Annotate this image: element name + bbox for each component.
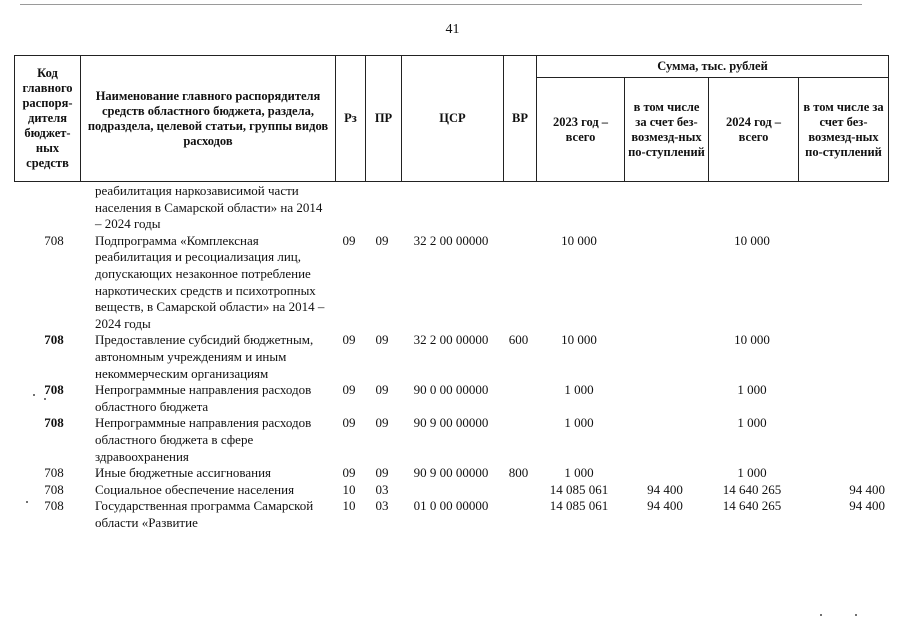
header-2023-total: 2023 год – всего — [537, 78, 625, 182]
cell-rz: 09 — [342, 232, 356, 248]
cell-vr — [502, 233, 535, 333]
table-row — [14, 465, 888, 482]
header-2024-total: 2024 год – всего — [709, 78, 799, 182]
cell-2023-total: 10 000 — [561, 332, 597, 348]
cell-2023-total — [535, 183, 623, 233]
header-sum: Сумма, тыс. рублей — [537, 56, 889, 78]
header-csr: ЦСР — [402, 56, 504, 182]
table-row — [14, 332, 888, 382]
top-rule — [20, 4, 862, 5]
header-2023-free: в том числе за счет без-возмезд-ных по-ступлений — [625, 78, 709, 182]
cell-vr — [502, 382, 535, 415]
cell-2023-total: 1 000 — [564, 415, 594, 431]
cell-pr: 03 — [375, 498, 389, 514]
table-row — [14, 382, 888, 415]
cell-2023-total: 1 000 — [564, 382, 594, 398]
scan-speck — [855, 614, 857, 616]
cell-code: 708 — [44, 232, 64, 248]
cell-2023-free: 94 400 — [647, 498, 683, 514]
cell-2024-total: 14 640 265 — [722, 498, 782, 514]
cell-vr — [502, 183, 535, 233]
cell-vr: 600 — [508, 332, 529, 348]
cell-rz — [334, 183, 364, 233]
table-row — [14, 482, 888, 499]
cell-csr: 01 0 00 00000 — [413, 498, 489, 514]
cell-pr: 09 — [375, 332, 389, 348]
cell-vr — [502, 482, 535, 499]
cell-pr: 09 — [375, 382, 389, 398]
cell-csr: 90 0 00 00000 — [413, 382, 489, 398]
cell-name: Государственная программа Самарской области «Развитие — [95, 498, 314, 530]
scan-speck — [26, 501, 28, 503]
cell-2023-free — [623, 233, 707, 333]
cell-2023-total: 14 085 061 — [549, 498, 609, 514]
cell-rz: 09 — [342, 382, 356, 398]
cell-pr: 09 — [375, 415, 389, 431]
cell-2024-free — [797, 382, 888, 415]
cell-csr — [400, 183, 502, 233]
cell-2023-free: 94 400 — [647, 481, 683, 497]
table-row — [14, 498, 888, 531]
cell-name: Непрограммные направления расходов областного бюджета — [95, 382, 312, 414]
header-2024-free: в том числе за счет без-возмезд-ных по-ступлений — [799, 78, 889, 182]
cell-pr: 09 — [375, 232, 389, 248]
cell-2024-free — [797, 415, 888, 465]
cell-2024-total: 1 000 — [737, 465, 767, 481]
cell-pr — [364, 183, 400, 233]
cell-rz: 10 — [342, 498, 356, 514]
cell-2023-free — [623, 183, 707, 233]
cell-csr: 32 2 00 00000 — [413, 332, 489, 348]
cell-2024-free: 94 400 — [849, 481, 885, 497]
cell-name: Иные бюджетные ассигнования — [95, 465, 272, 481]
table-row — [14, 233, 888, 333]
cell-2024-free: 94 400 — [849, 498, 885, 514]
table-row — [14, 183, 888, 233]
cell-2024-free — [797, 233, 888, 333]
cell-2024-free — [797, 332, 888, 382]
cell-name: Социальное обеспечение населения — [95, 481, 295, 497]
header-vr: ВР — [504, 56, 537, 182]
cell-csr: 32 2 00 00000 — [413, 232, 489, 248]
cell-vr — [502, 415, 535, 465]
cell-csr: 90 9 00 00000 — [413, 415, 489, 431]
cell-name: Предоставление субсидий бюджетным, автономным учреждениям и иным некоммерческим организациям — [95, 332, 314, 381]
cell-2023-total: 10 000 — [561, 232, 597, 248]
cell-2024-total — [707, 183, 797, 233]
cell-code: 708 — [44, 332, 64, 348]
cell-code: 708 — [44, 465, 64, 481]
cell-rz: 10 — [342, 481, 356, 497]
cell-code: 708 — [44, 481, 64, 497]
cell-code — [14, 183, 94, 233]
table-header — [14, 55, 889, 182]
cell-csr: 90 9 00 00000 — [413, 465, 489, 481]
cell-2024-free — [797, 183, 888, 233]
cell-2024-free — [797, 465, 888, 482]
header-pr: ПР — [366, 56, 402, 182]
cell-pr: 03 — [375, 481, 389, 497]
cell-2023-total: 1 000 — [564, 465, 594, 481]
cell-2023-total: 14 085 061 — [549, 481, 609, 497]
page-number: 41 — [445, 22, 460, 37]
cell-code: 708 — [44, 382, 64, 398]
cell-code: 708 — [44, 415, 64, 431]
cell-2024-total: 1 000 — [737, 382, 767, 398]
cell-2023-free — [623, 415, 707, 465]
cell-csr — [400, 482, 502, 499]
cell-vr: 800 — [508, 465, 529, 481]
scan-speck — [33, 394, 35, 396]
table-body — [14, 183, 888, 531]
cell-2024-total: 1 000 — [737, 415, 767, 431]
cell-rz: 09 — [342, 415, 356, 431]
cell-2023-free — [623, 332, 707, 382]
scan-speck — [44, 398, 46, 400]
cell-pr: 09 — [375, 465, 389, 481]
header-rz: Рз — [336, 56, 366, 182]
cell-name: Подпрограмма «Комплексная реабилитация и ресоциализация лиц, допускающих незаконное потребление наркотических средств и психотропных веществ, в Самарской области» на 2014 – 2024 годы — [95, 232, 325, 331]
header-code: Код главного распоря-дителя бюджет-ных средств — [15, 56, 81, 182]
table-row — [14, 415, 888, 465]
cell-2024-total: 10 000 — [734, 232, 770, 248]
cell-rz: 09 — [342, 465, 356, 481]
header-name: Наименование главного распорядителя средств областного бюджета, раздела, подраздела, целевой статьи, группы видов расходов — [81, 56, 336, 182]
scan-speck — [820, 614, 822, 616]
cell-vr — [502, 498, 535, 531]
cell-2023-free — [623, 465, 707, 482]
cell-rz: 09 — [342, 332, 356, 348]
cell-2023-free — [623, 382, 707, 415]
cell-2024-total: 14 640 265 — [722, 481, 782, 497]
cell-name: Непрограммные направления расходов областного бюджета в сфере здравоохранения — [95, 415, 312, 464]
cell-name: реабилитация наркозависимой части населения в Самарской области» на 2014 – 2024 годы — [95, 183, 323, 232]
cell-code: 708 — [44, 498, 64, 514]
cell-2024-total: 10 000 — [734, 332, 770, 348]
